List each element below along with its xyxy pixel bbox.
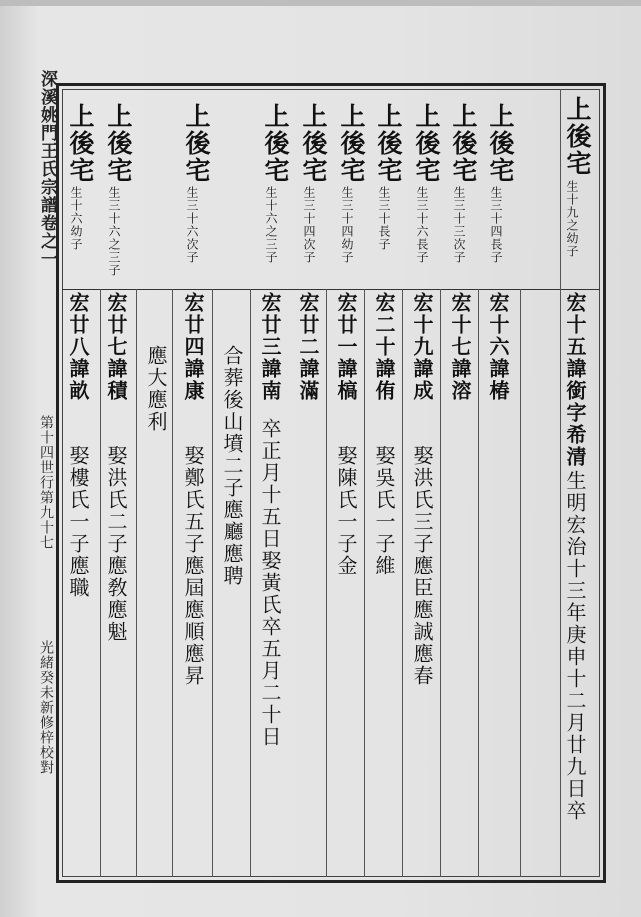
col-sep xyxy=(560,89,561,877)
publisher-note: 光緒癸未新修梓校對 xyxy=(38,640,54,775)
entry-head: 宏廿一諱槁 xyxy=(334,292,358,402)
upper-note: 生三十三次子 xyxy=(452,186,466,264)
upper-label: 上後宅 xyxy=(337,103,366,184)
entry-head: 宏十七諱溶 xyxy=(448,292,472,402)
upper-note: 生三十四長子 xyxy=(489,186,503,264)
col-sep xyxy=(402,289,403,877)
entry-head: 合葬後山墳二子應廳應聘 xyxy=(220,345,244,587)
upper-note: 生十九之幼子 xyxy=(565,180,579,258)
entry-body: 生明宏治十三年庚申十二月廿九日卒 xyxy=(563,470,587,822)
entry-head: 宏十五諱銜字希清 xyxy=(563,292,587,468)
entry-body: 卒正月十五日娶黃氏卒五月二十日 xyxy=(258,418,282,748)
entry-body: 娶洪氏二子應敎應魁 xyxy=(104,445,128,643)
upper-label: 上後宅 xyxy=(486,103,515,184)
upper-note: 生三十長子 xyxy=(377,186,391,251)
entry-body: 娶陳氏一子金 xyxy=(334,445,358,577)
entry-body: 娶吳氏一子維 xyxy=(372,445,396,577)
generation-note: 第十四世行第九十七 xyxy=(38,415,54,550)
upper-note: 生三十六之三子 xyxy=(107,186,121,277)
entry-head: 宏十九諱成 xyxy=(410,292,434,402)
col-sep xyxy=(250,289,251,877)
entry-head: 宏十六諱椿 xyxy=(486,292,510,402)
entry-head: 宏廿四諱康 xyxy=(181,292,205,402)
col-sep xyxy=(364,289,365,877)
col-sep xyxy=(172,289,173,877)
upper-label: 上後宅 xyxy=(182,103,211,184)
entry-head: 宏二十諱侑 xyxy=(372,292,396,402)
entry-head: 宏廿八諱畝 xyxy=(66,292,90,402)
upper-note: 生十六幼子 xyxy=(69,186,83,251)
upper-label: 上後宅 xyxy=(374,103,403,184)
entry-head: 宏廿七諱積 xyxy=(104,292,128,402)
col-sep xyxy=(136,289,137,877)
book-title: 深溪姚門王氏宗譜卷之一 xyxy=(37,70,57,268)
upper-note: 生三十六長子 xyxy=(415,186,429,264)
col-sep xyxy=(212,289,213,877)
upper-note: 生三十四次子 xyxy=(302,186,316,264)
entry-head: 應大應利 xyxy=(144,345,168,433)
page-top-edge xyxy=(0,0,641,6)
upper-label: 上後宅 xyxy=(66,103,95,184)
upper-label: 上後宅 xyxy=(449,103,478,184)
upper-label: 上後宅 xyxy=(412,103,441,184)
upper-note: 生三十六次子 xyxy=(185,186,199,264)
upper-label: 上後宅 xyxy=(563,96,592,177)
upper-label: 上後宅 xyxy=(104,103,133,184)
entry-body: 娶洪氏三子應臣應誠應春 xyxy=(410,445,434,687)
upper-label: 上後宅 xyxy=(261,103,290,184)
upper-note: 生三十四幼子 xyxy=(340,186,354,264)
entry-body: 娶鄭氏五子應屆應順應昇 xyxy=(181,445,205,687)
entry-head: 宏廿三諱南 xyxy=(258,292,282,402)
col-sep xyxy=(326,289,327,877)
col-sep xyxy=(520,289,521,877)
upper-note: 生十六之三子 xyxy=(264,186,278,264)
entry-body: 娶樓氏一子應職 xyxy=(66,445,90,599)
entry-head: 宏廿二諱滿 xyxy=(296,292,320,402)
col-sep xyxy=(478,289,479,877)
col-sep xyxy=(440,289,441,877)
col-sep xyxy=(100,289,101,877)
upper-label: 上後宅 xyxy=(299,103,328,184)
